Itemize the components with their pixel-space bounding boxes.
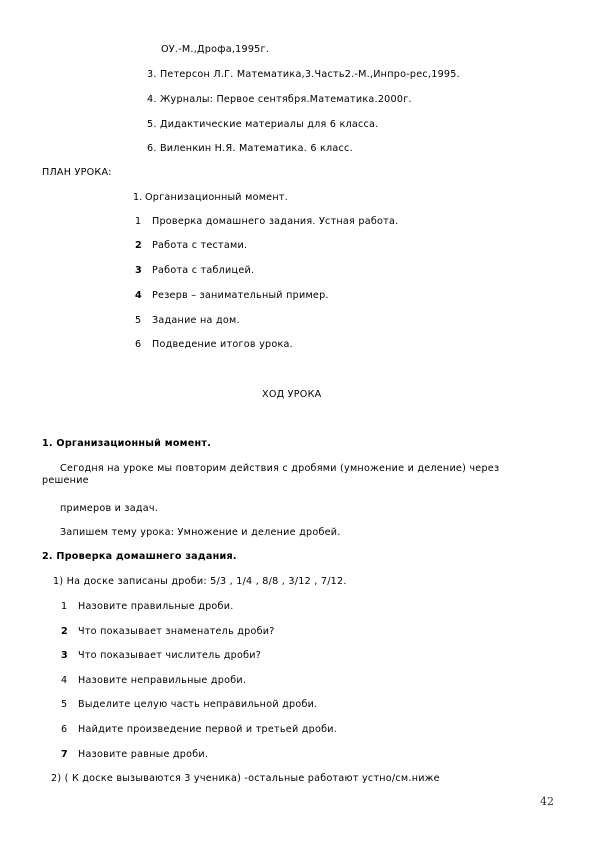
plan-item-text: Резерв – занимательный пример. [152,290,329,301]
question-number: 4 [61,675,68,686]
plan-item-text: Подведение итогов урока. [152,339,293,350]
reference-line: 5. Дидактические материалы для 6 класса. [147,119,379,130]
plan-item-number: 5 [135,315,142,326]
question-number: 7 [61,749,68,760]
reference-line: 3. Петерсон Л.Г. Математика,3.Часть2.-М.,Инпро-рес,1995. [147,69,460,80]
section-heading: 2. Проверка домашнего задания. [42,551,237,562]
plan-item-text: Задание на дом. [152,315,240,326]
reference-line: ОУ.-М.,Дрофа,1995г. [161,44,270,55]
plan-item-number: 4 [135,290,142,301]
plan-item-number: 1. [133,192,143,203]
lesson-title: ХОД УРОКА [262,389,322,400]
question-number: 6 [61,724,68,735]
plan-item-text: Организационный момент. [145,192,288,203]
paragraph-line: примеров и задач. [60,503,159,514]
plan-item-number: 6 [135,339,142,350]
question-text: Назовите равные дроби. [78,749,209,760]
question-number: 1 [61,601,68,612]
question-text: Найдите произведение первой и третьей дроби. [78,724,338,735]
question-text: Назовите неправильные дроби. [78,675,247,686]
task-line: 1) На доске записаны дроби: 5/3 , 1/4 , 8/8 , 3/12 , 7/12. [53,576,347,587]
question-text: Выделите целую часть неправильной дроби. [78,699,318,710]
plan-item-number: 1 [135,216,142,227]
plan-item-number: 3 [135,265,142,276]
plan-item-text: Работа с таблицей. [152,265,255,276]
paragraph-line: Запишем тему урока: Умножение и деление дробей. [60,527,341,538]
question-text: Что показывает числитель дроби? [78,650,262,661]
paragraph-line: Сегодня на уроке мы повторим действия с дробями (умножение и деление) через [60,463,500,474]
reference-line: 4. Журналы: Первое сентября.Математика.2000г. [147,94,412,105]
paragraph-line: решение [42,475,89,486]
reference-line: 6. Виленкин Н.Я. Математика. 6 класс. [147,143,353,154]
question-number: 2 [61,626,68,637]
question-text: Что показывает знаменатель дроби? [78,626,275,637]
plan-item-text: Проверка домашнего задания. Устная работа. [152,216,399,227]
section-heading: 1. Организационный момент. [42,438,212,449]
question-number: 3 [61,650,68,661]
plan-heading: ПЛАН УРОКА: [42,167,112,178]
question-number: 5 [61,699,68,710]
plan-item-text: Работа с тестами. [152,240,248,251]
question-text: Назовите правильные дроби. [78,601,234,612]
page-number: 42 [540,795,554,808]
task-line: 2) ( К доске вызываются 3 ученика) -остальные работают устно/см.ниже [51,773,440,784]
plan-item-number: 2 [135,240,142,251]
